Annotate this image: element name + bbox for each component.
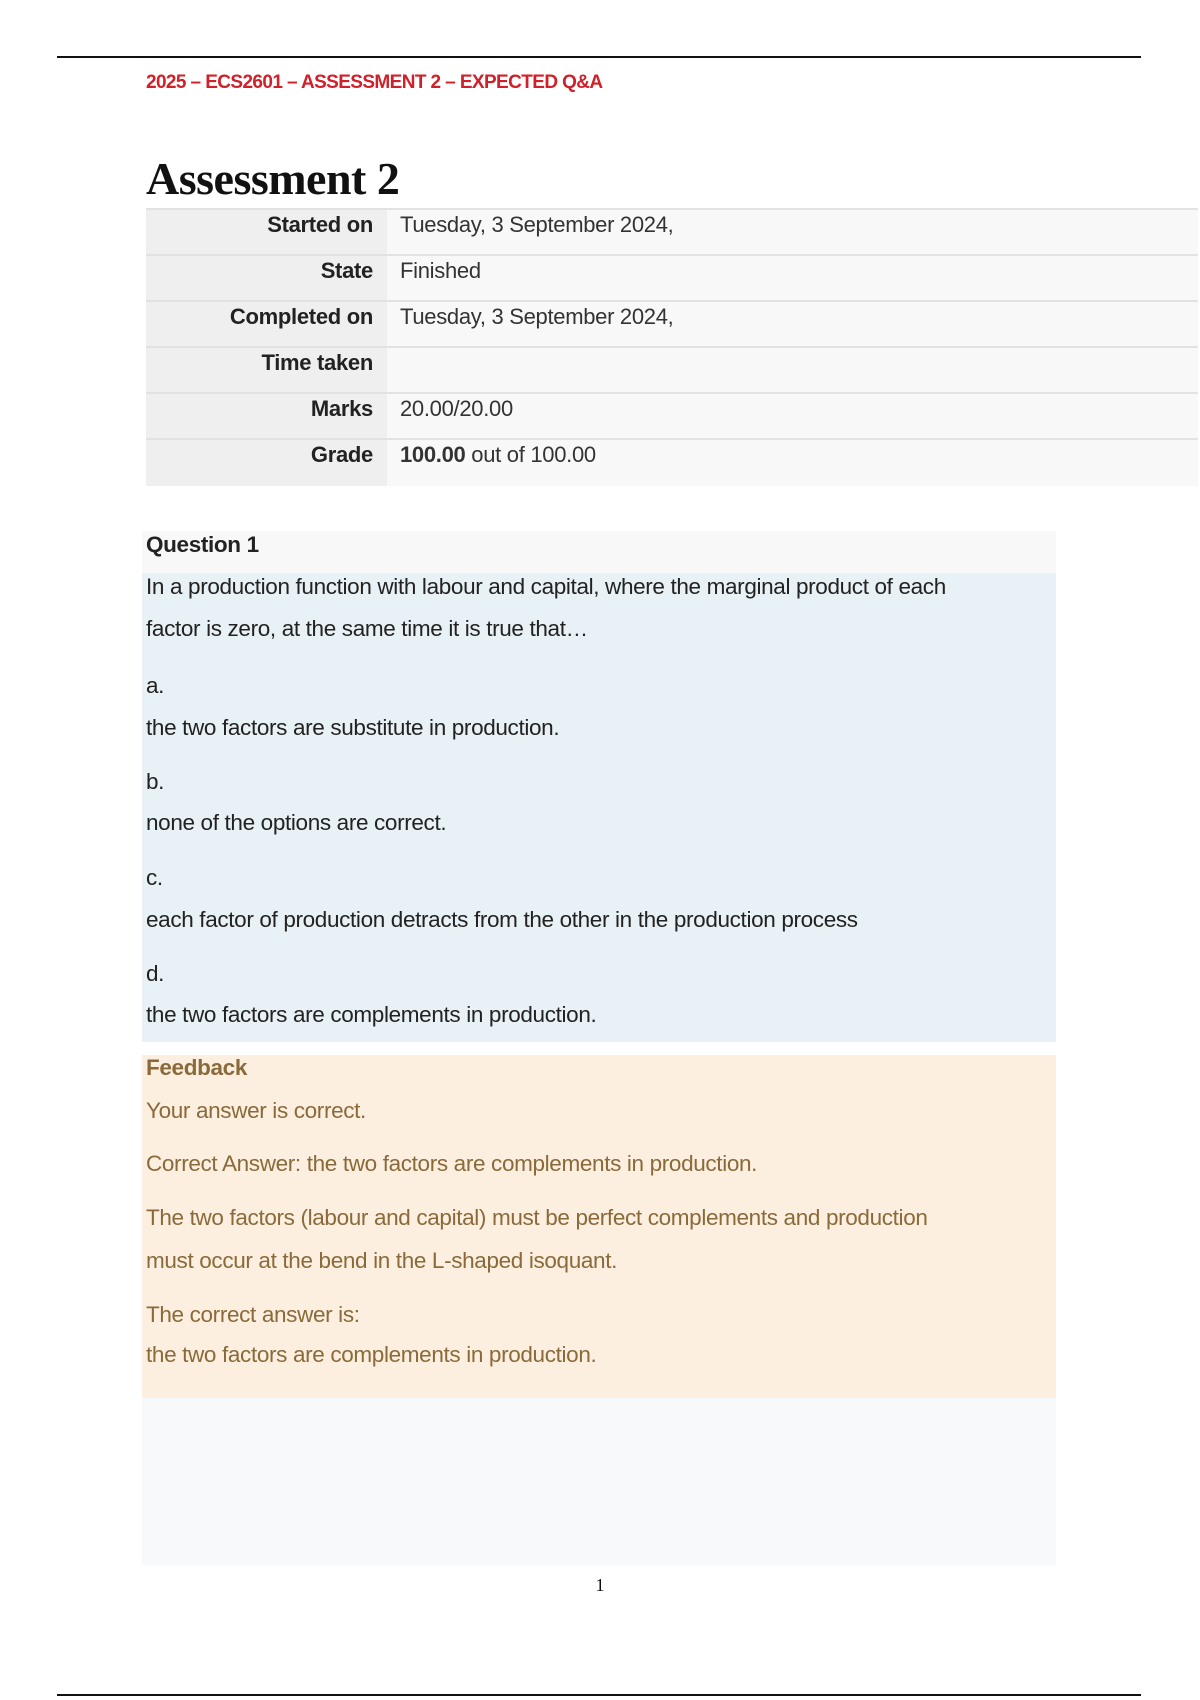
summary-row-state [146,254,1198,300]
option-c-text[interactable]: each factor of production detracts from the other in the production process [146,907,858,932]
question-footer-area [142,1398,1056,1565]
grade-score: 100.00 [400,442,466,467]
option-b-letter: b. [146,769,165,794]
option-c-letter: c. [146,865,163,890]
top-rule [57,56,1141,58]
summary-row-time-taken [146,346,1198,392]
feedback-explanation-line: must occur at the bend in the L-shaped isoquant. [146,1248,618,1273]
summary-row-completed [146,300,1198,346]
summary-row-grade [146,438,1198,486]
summary-value [387,440,1198,486]
feedback-explanation-line: The two factors (labour and capital) must be perfect complements and production [146,1205,928,1230]
option-b-text[interactable]: none of the options are correct. [146,810,447,835]
attempt-summary-table [146,208,1198,486]
question-text-line: factor is zero, at the same time it is true that… [146,616,588,641]
option-d-text[interactable]: the two factors are complements in production. [146,1002,597,1027]
feedback-correct-answer: Correct Answer: the two factors are complements in production. [146,1151,758,1176]
summary-label: State [146,256,387,300]
grade-out-of: out of 100.00 [465,442,596,467]
page-title: Assessment 2 [146,153,400,204]
option-a-text[interactable]: the two factors are substitute in production. [146,715,560,740]
question-text-line: In a production function with labour and capital, where the marginal product of each [146,574,946,599]
summary-value: Tuesday, 3 September 2024, [387,302,1198,346]
feedback-result: Your answer is correct. [146,1098,366,1123]
bottom-rule [57,1694,1141,1696]
summary-row-marks [146,392,1198,438]
feedback-answer: the two factors are complements in production. [146,1342,597,1367]
option-a-letter: a. [146,673,165,698]
feedback-answer-intro: The correct answer is: [146,1302,360,1327]
summary-label: Time taken [146,348,387,392]
option-d-letter: d. [146,961,165,986]
summary-value [387,348,1198,392]
page-number: 1 [595,1575,605,1595]
question-content-box [142,573,1056,1042]
document-header: 2025 – ECS2601 – ASSESSMENT 2 – EXPECTED Q&A [146,72,603,93]
summary-label: Grade [146,440,387,486]
summary-value: Tuesday, 3 September 2024, [387,210,1198,254]
summary-label: Marks [146,394,387,438]
summary-value: 20.00/20.00 [387,394,1198,438]
summary-row-started [146,208,1198,254]
summary-label: Completed on [146,302,387,346]
summary-label: Started on [146,210,387,254]
question-header-bg [142,531,1056,573]
summary-value: Finished [387,256,1198,300]
feedback-heading: Feedback [146,1055,247,1080]
question-heading: Question 1 [146,532,259,557]
